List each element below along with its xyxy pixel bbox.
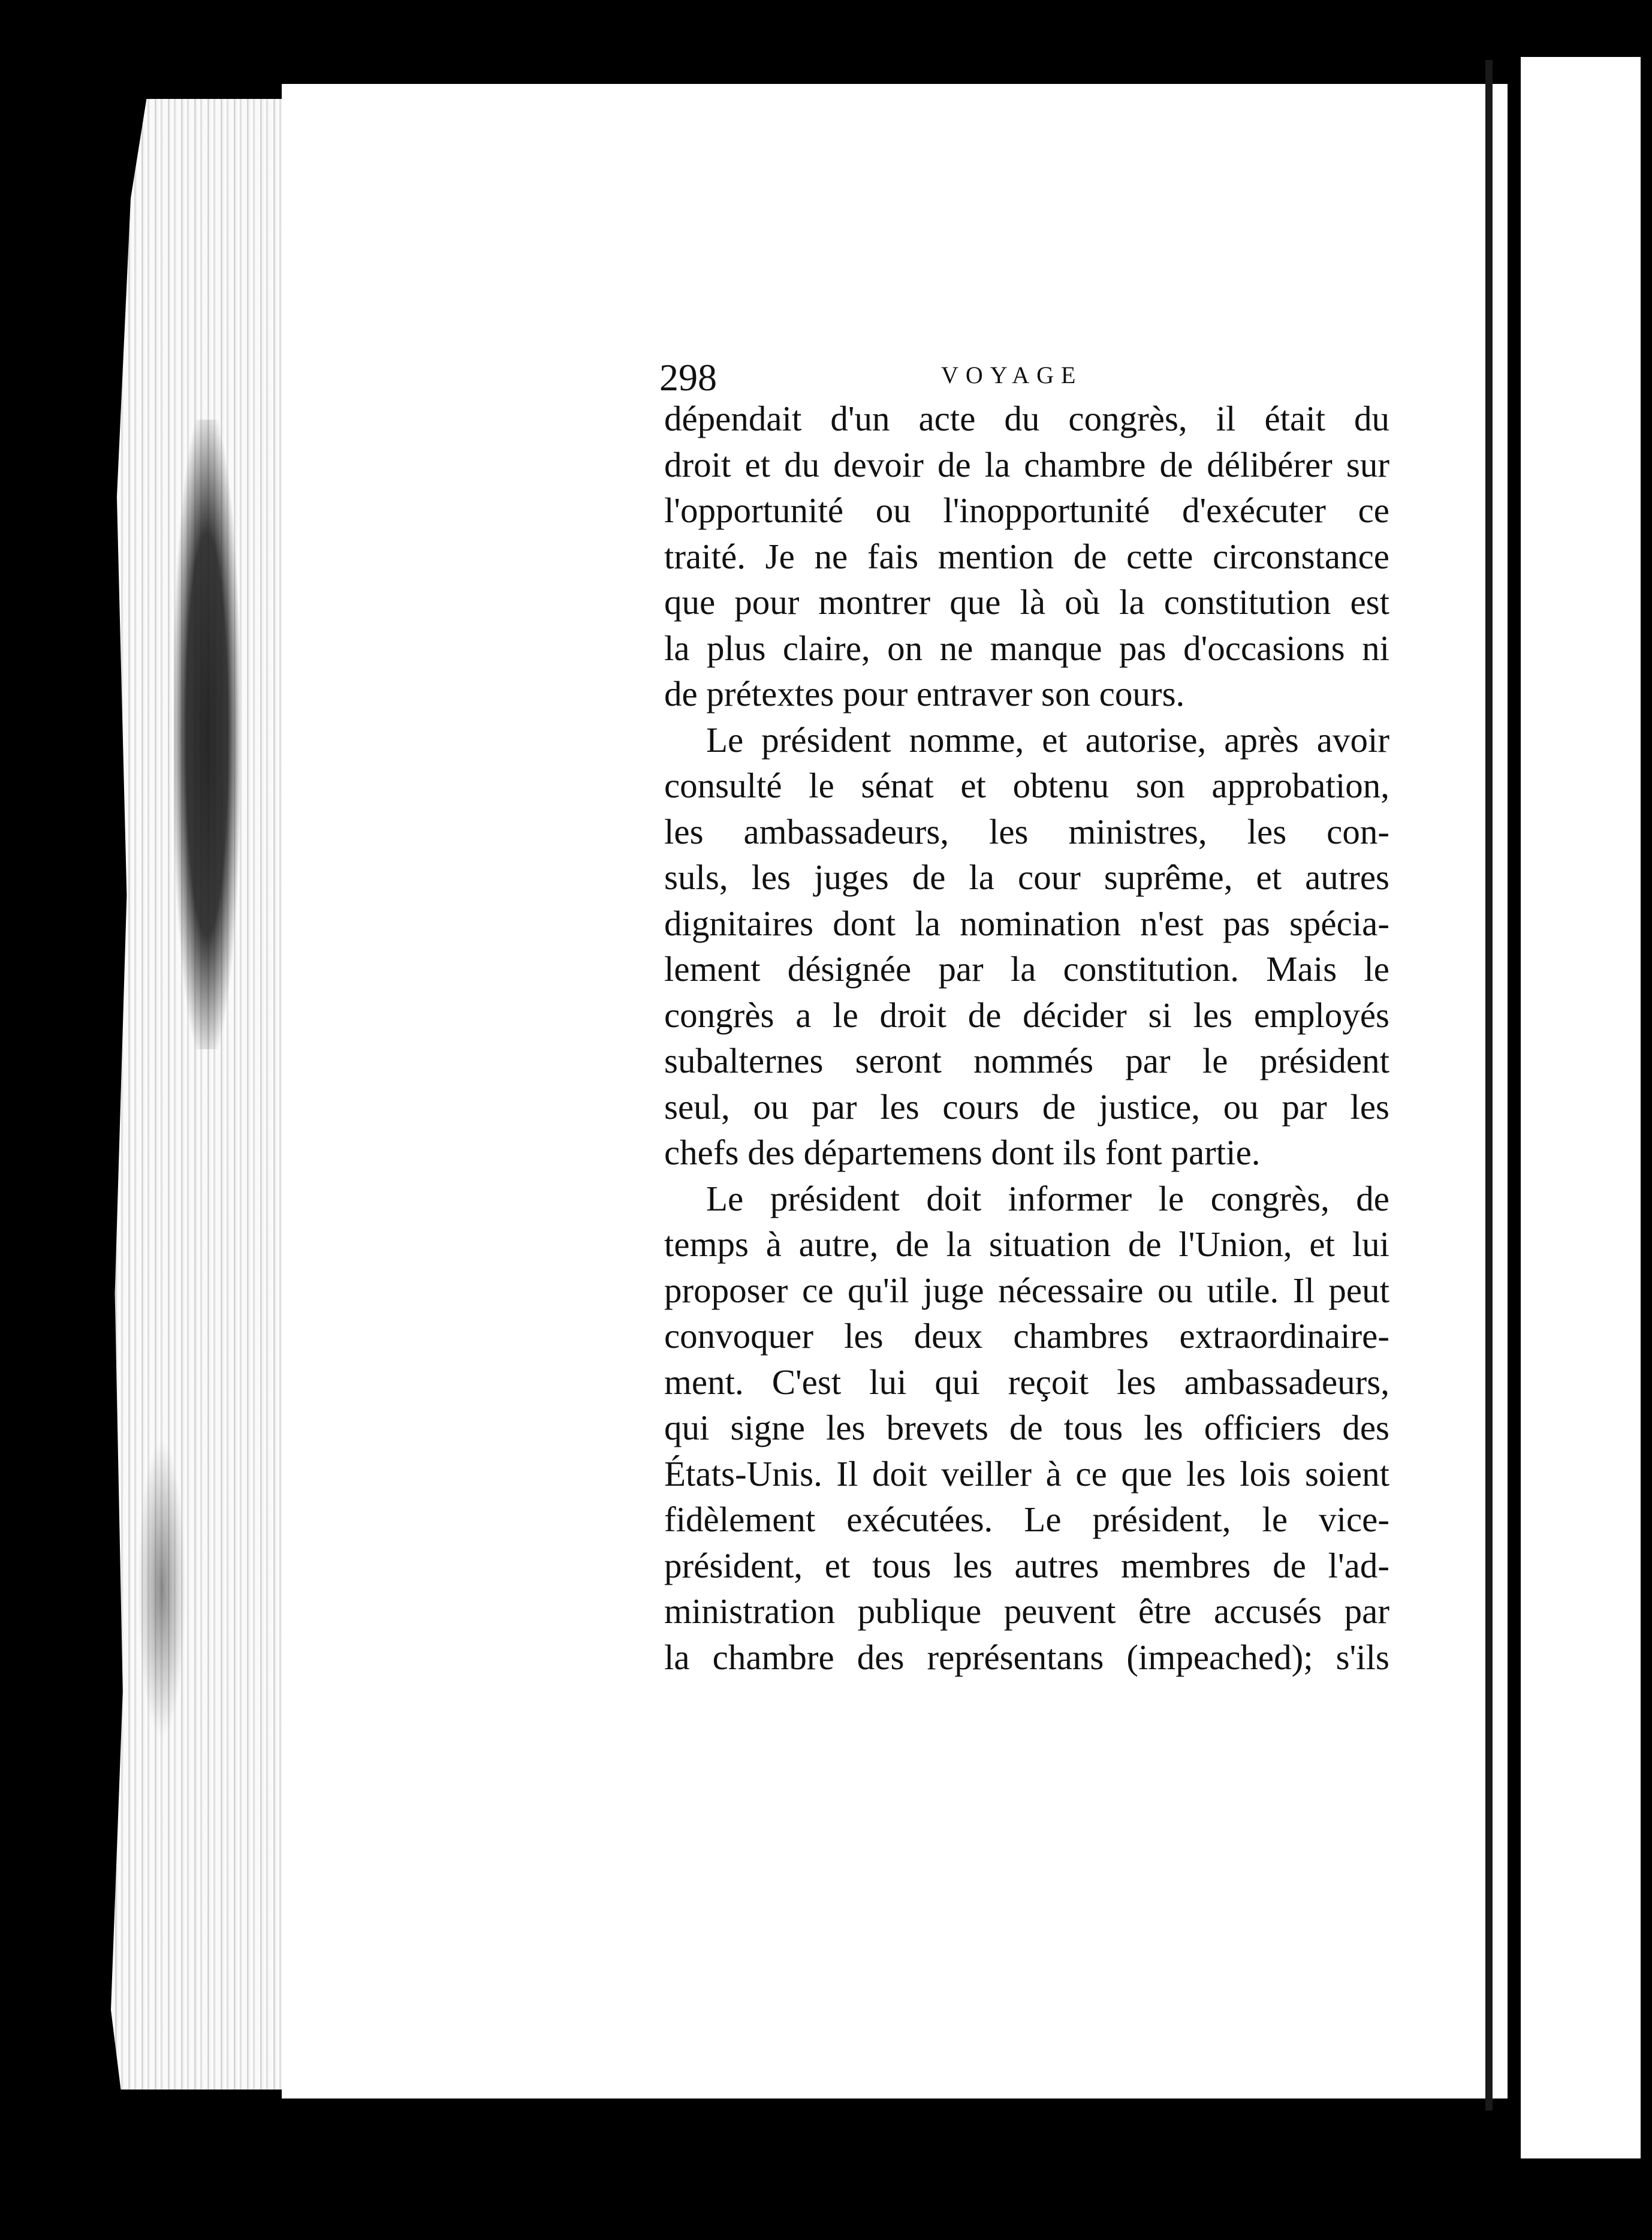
text-line: fidèlement exécutées. Le président, le vice-	[664, 1500, 1389, 1539]
text-line: chefs des départemens dont ils font partie.	[664, 1133, 1261, 1172]
text-line: consulté le sénat et obtenu son approbation,	[664, 766, 1389, 805]
text-line: que pour montrer que là où la constitution est	[664, 582, 1389, 622]
text-line: la chambre des représentans (impeached); s'ils	[664, 1637, 1389, 1677]
fore-edge-shadow-lower	[138, 1439, 186, 1739]
text-line: suls, les juges de la cour suprême, et autres	[664, 857, 1389, 897]
page-number: 298	[659, 356, 717, 399]
text-line: ment. C'est lui qui reçoit les ambassadeurs,	[664, 1362, 1389, 1402]
text-line: proposer ce qu'il juge nécessaire ou utile. Il peut	[664, 1270, 1389, 1310]
paragraph-start: Le président nomme, et autorise, après avoir	[706, 719, 1389, 760]
facing-page-edge	[1508, 57, 1641, 2158]
text-line: les ambassadeurs, les ministres, les con-	[664, 811, 1389, 851]
text-line: lement désignée par la constitution. Mais le	[664, 949, 1389, 989]
text-line: traité. Je ne fais mention de cette circonstance	[664, 536, 1389, 576]
body-text	[664, 396, 1389, 1680]
page-gutter	[1485, 60, 1493, 2110]
running-head-title: VOYAGE	[941, 362, 1083, 389]
text-line: l'opportunité ou l'inopportunité d'exécuter ce	[664, 490, 1389, 530]
running-head	[659, 354, 1433, 402]
text-line: subalternes seront nommés par le président	[664, 1041, 1389, 1080]
text-line: président, et tous les autres membres de l'ad-	[664, 1545, 1389, 1585]
text-line: États-Unis. Il doit veiller à ce que les lois soient	[664, 1453, 1389, 1494]
text-line: la plus claire, on ne manque pas d'occasions ni	[664, 628, 1389, 668]
text-line: temps à autre, de la situation de l'Union, et lui	[664, 1224, 1389, 1264]
text-line: droit et du devoir de la chambre de délibérer sur	[664, 444, 1389, 484]
text-line: dépendait d'un acte du congrès, il était du	[664, 399, 1389, 438]
text-line: convoquer les deux chambres extraordinaire-	[664, 1316, 1389, 1356]
paragraph-start: Le président doit informer le congrès, de	[706, 1178, 1389, 1218]
text-line: congrès a le droit de décider si les employés	[664, 995, 1389, 1035]
text-line: dignitaires dont la nomination n'est pas spécia-	[664, 903, 1389, 943]
book-fore-edge	[111, 99, 309, 2090]
text-line: qui signe les brevets de tous les officiers des	[664, 1408, 1389, 1447]
text-line: ministration publique peuvent être accusés par	[664, 1591, 1389, 1631]
text-line: de prétextes pour entraver son cours.	[664, 674, 1185, 713]
text-line: seul, ou par les cours de justice, ou par les	[664, 1086, 1389, 1127]
fore-edge-shadow	[174, 420, 240, 1049]
